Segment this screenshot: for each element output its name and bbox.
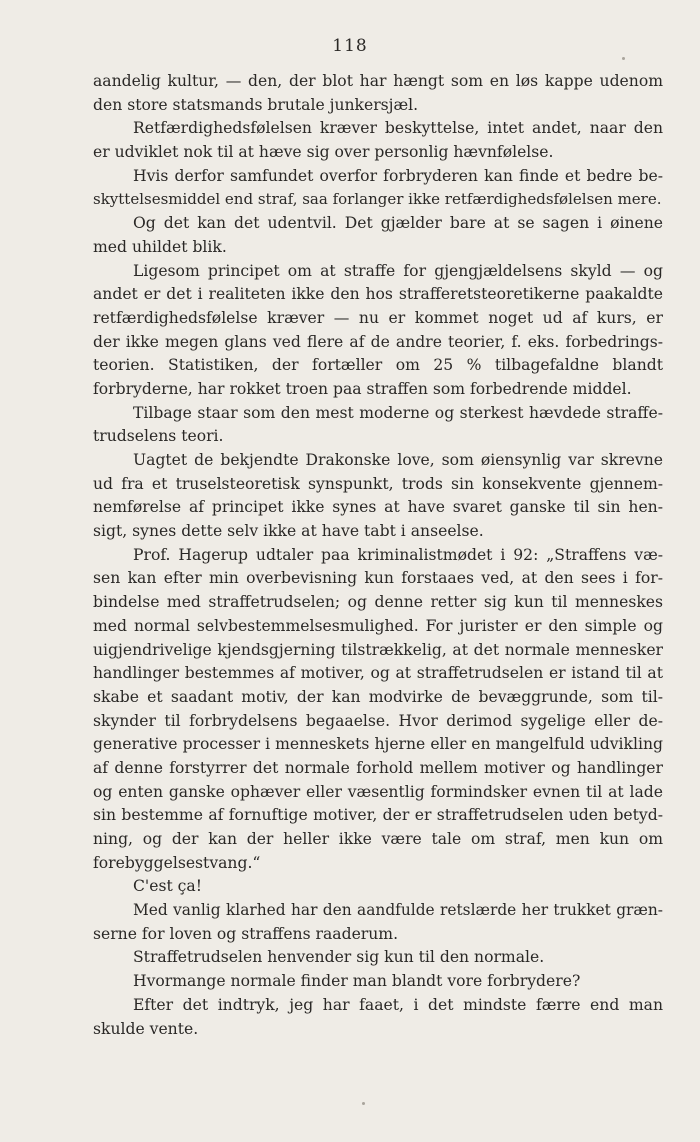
paragraph (93, 212, 663, 259)
text-line: teorien. Statistiken, der fortæller om 25 % tilbagefaldne blandt (93, 356, 663, 375)
text-line: sen kan efter min overbevisning kun forstaaes ved, at den sees i for- (93, 569, 663, 588)
page-number: 118 (332, 36, 368, 56)
text-line: Tilbage staar som den mest moderne og sterkest hævdede straffe- (133, 403, 663, 422)
text-line: Og det kan det udentvil. Det gjælder bare at se sagen i øinene (133, 214, 663, 233)
text-line: sin bestemme af fornuftige motiver, der er straffetrudselen uden betyd- (93, 806, 663, 825)
paragraph (93, 449, 663, 544)
paragraph (93, 165, 663, 212)
text-line: skynder til forbrydelsens begaaelse. Hvor derimod sygelige eller de- (93, 711, 663, 730)
text-line: bindelse med straffetrudselen; og denne retter sig kun til menneskes (93, 593, 663, 612)
text-line: forebyggelsestvang.“ (93, 853, 261, 872)
paragraph (93, 946, 663, 970)
text-line: skulde vente. (93, 1019, 199, 1038)
text-line: Retfærdighedsfølelsen kræver beskyttelse, intet andet, naar den (133, 119, 663, 138)
text-line: skabe et saadant motiv, der kan modvirke de bevæggrunde, som til- (93, 687, 663, 706)
text-line: Med vanlig klarhed har den aandfulde retslærde her trukket græn- (133, 901, 663, 920)
text-line: er udviklet nok til at hæve sig over personlig hævnfølelse. (93, 143, 554, 162)
paper-speck (622, 57, 625, 60)
text-line: forbryderne, har rokket troen paa straffen som forbedrende middel. (93, 379, 632, 398)
text-line: der ikke megen glans ved flere af de andre teorier, f. eks. forbedrings- (93, 332, 663, 351)
text-line: C'est ça! (133, 877, 202, 896)
text-line: Hvormange normale finder man blandt vore forbrydere? (133, 972, 581, 991)
text-line: Prof. Hagerup udtaler paa kriminalistmødet i 92: „Straffens væ- (133, 545, 663, 564)
text-line: Ligesom principet om at straffe for gjengjældelsens skyld — og (133, 261, 663, 280)
text-line: trudselens teori. (93, 427, 224, 446)
text-line: andet er det i realiteten ikke den hos strafferetsteoretikerne paakaldte (93, 285, 663, 304)
text-line: Straffetrudselen henvender sig kun til den normale. (133, 948, 545, 967)
text-line: med uhildet blik. (93, 237, 227, 256)
paragraph (93, 117, 663, 164)
text-line: generative processer i menneskets hjerne eller en mangelfuld udvikling (93, 735, 663, 754)
text-line: med normal selvbestemmelsesmulighed. For jurister er den simple og (93, 616, 663, 635)
text-line: aandelig kultur, — den, der blot har hængt som en løs kappe udenom (93, 72, 663, 90)
text-line: Uagtet de bekjendte Drakonske love, som øiensynlig var skrevne (133, 451, 663, 469)
text-line: nemførelse af principet ikke synes at have svaret ganske til sin hen- (93, 498, 663, 517)
paragraph (93, 875, 663, 899)
paragraph (93, 544, 663, 876)
paragraph (93, 260, 663, 402)
paragraph (93, 402, 663, 449)
text-line: retfærdighedsfølelse kræver — nu er kommet noget ud af kurs, er (93, 308, 663, 327)
text-line: Hvis derfor samfundet overfor forbryderen kan finde et bedre be- (133, 166, 663, 185)
text-line: handlinger bestemmes af motiver, og at straffetrudselen er istand til at (93, 664, 663, 683)
paragraph (93, 899, 663, 946)
text-line: den store statsmands brutale junkersjæl. (93, 95, 419, 114)
paper-speck (362, 1102, 365, 1105)
text-line: Efter det indtryk, jeg har faaet, i det mindste færre end man (133, 995, 663, 1014)
text-line: ud fra et truselsteoretisk synspunkt, trods sin konsekvente gjennem- (93, 474, 663, 493)
text-line: serne for loven og straffens raaderum. (93, 924, 399, 943)
paragraph (93, 970, 663, 994)
paragraph (93, 994, 663, 1041)
text-line: ning, og der kan der heller ikke være tale om straf, men kun om (93, 830, 663, 848)
text-line: skyttelsesmiddel end straf, saa forlanger ikke retfærdighedsfølelsen mere. (93, 190, 662, 209)
text-line: af denne forstyrrer det normale forhold mellem motiver og handlinger (93, 758, 663, 777)
paragraph (93, 70, 663, 117)
text-line: uigjendrivelige kjendsgjerning tilstrækkelig, at det normale mennesker (93, 640, 663, 659)
text-line: og enten ganske ophæver eller væsentlig formindsker evnen til at lade (93, 782, 663, 801)
body-text (93, 70, 663, 1041)
text-line: sigt, synes dette selv ikke at have tabt i anseelse. (93, 522, 484, 541)
